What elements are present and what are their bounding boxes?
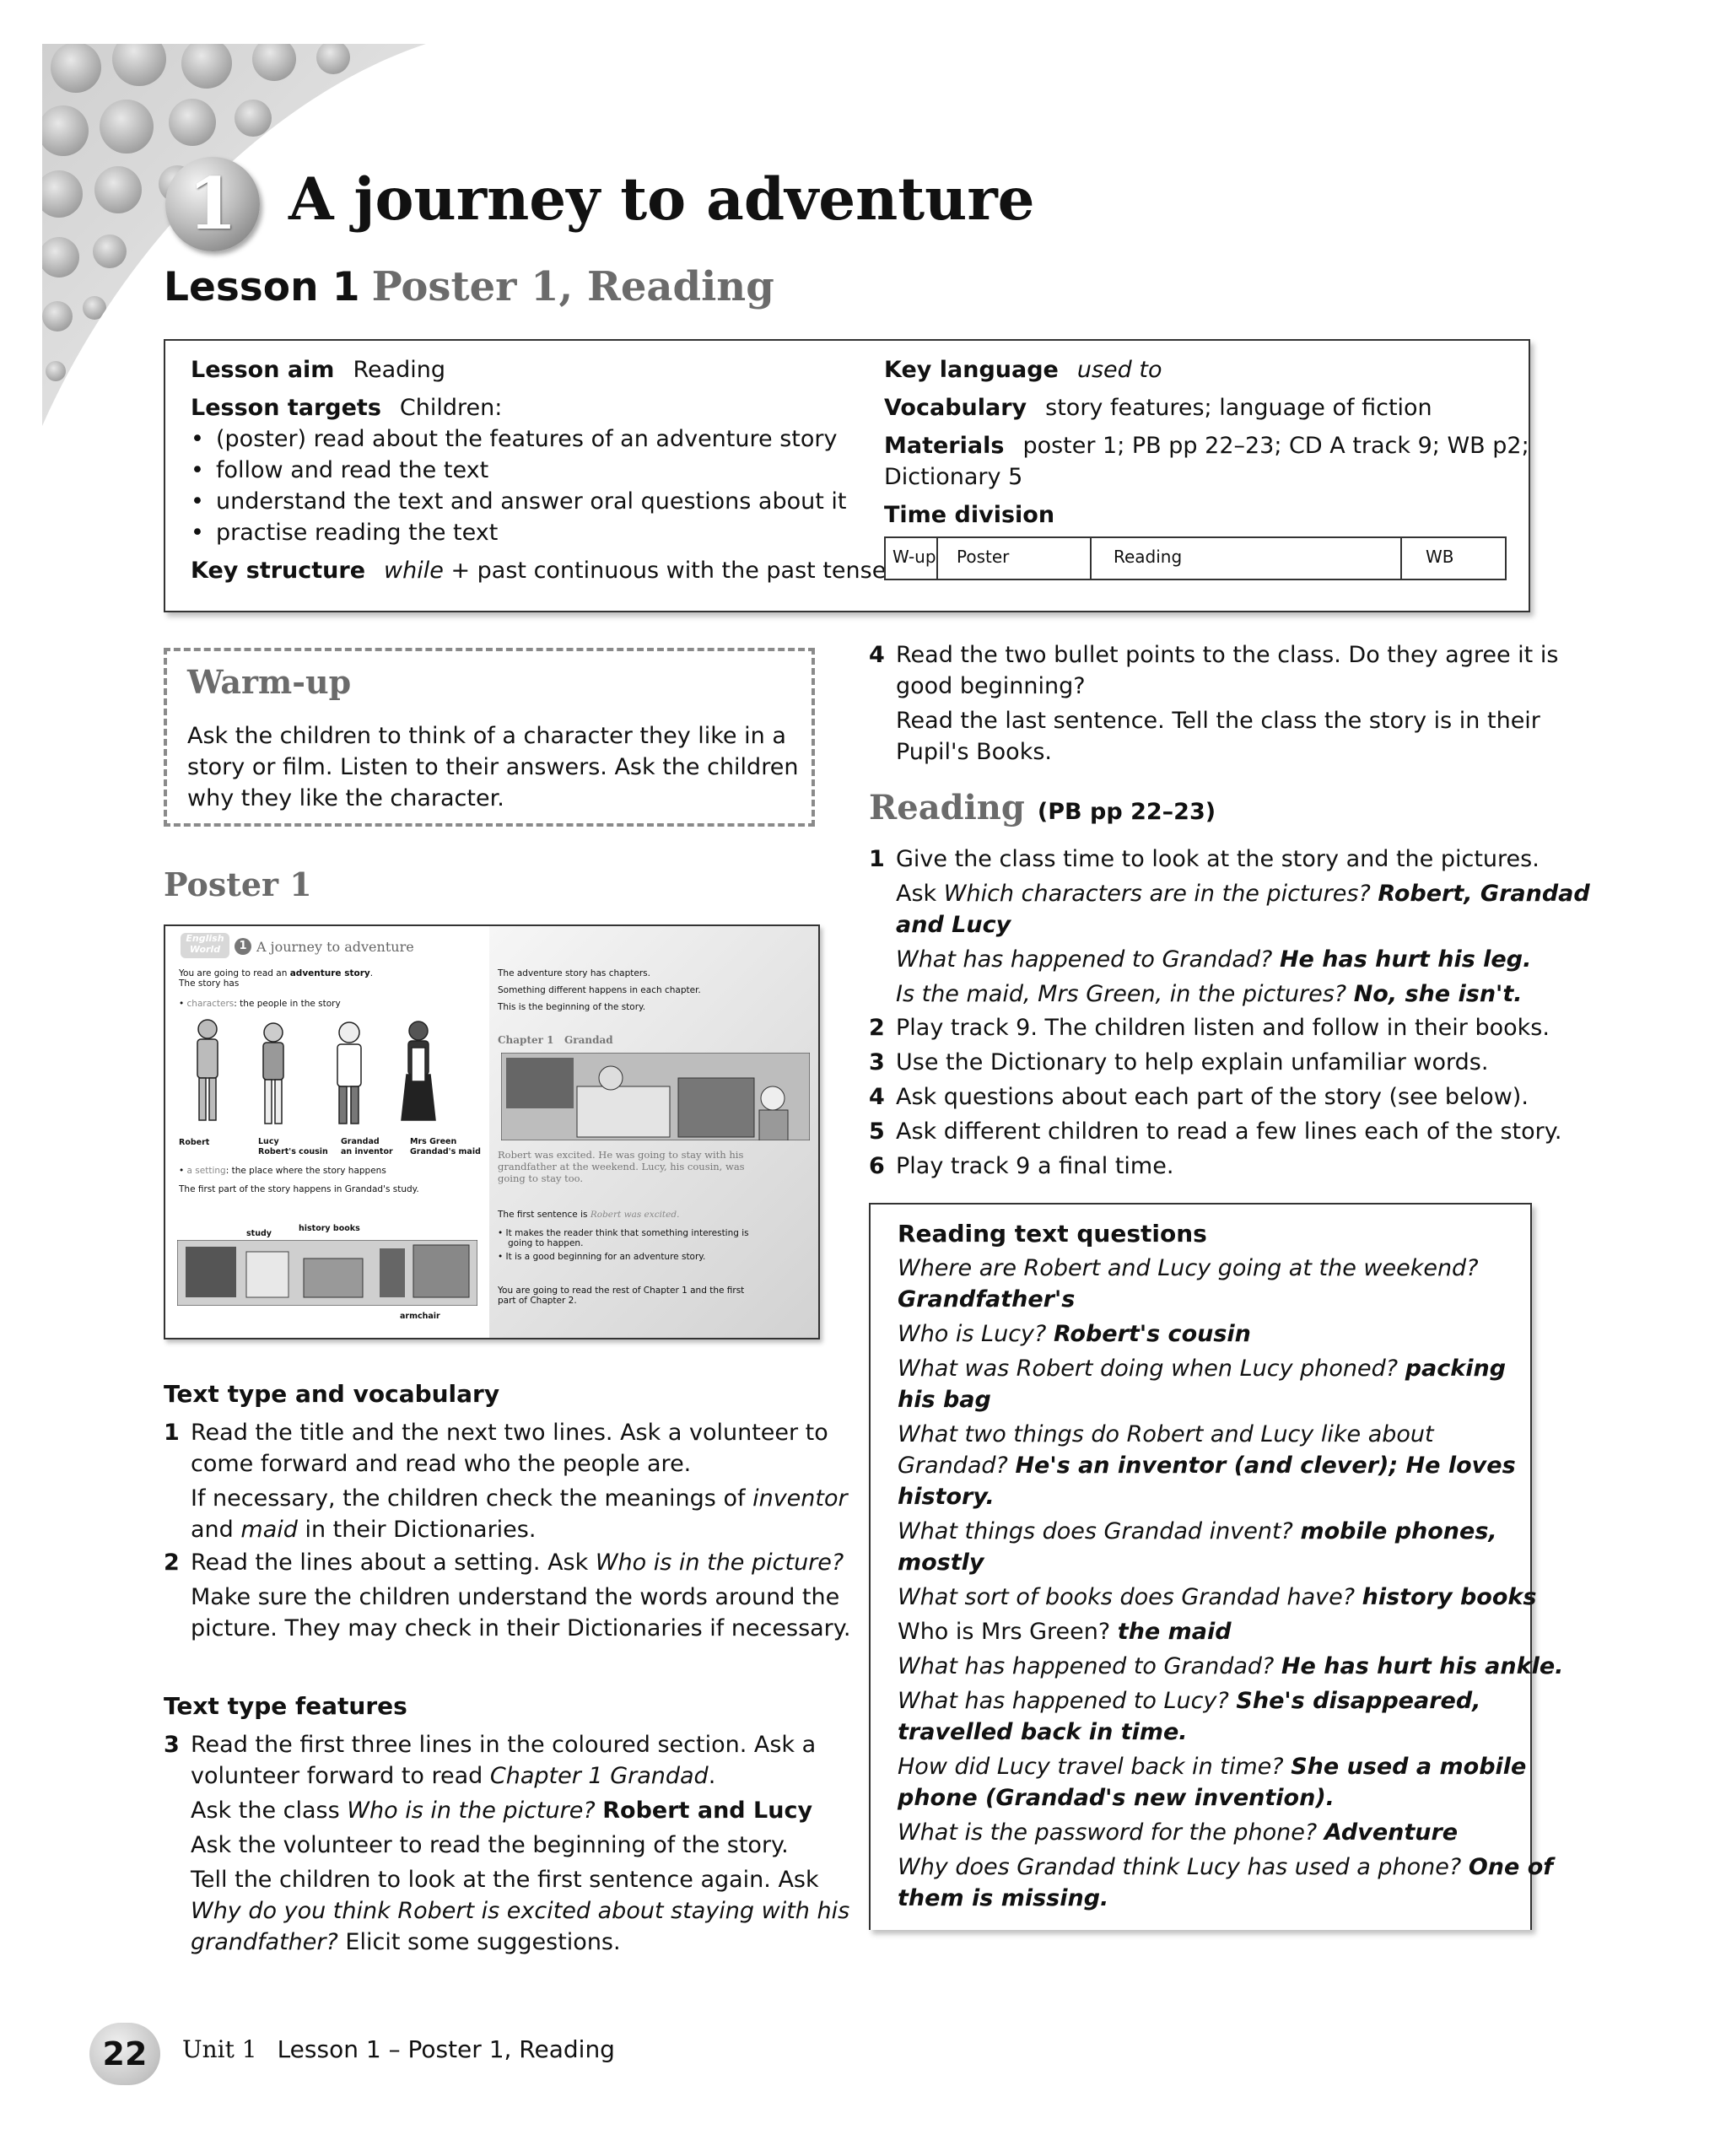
time-division-label: Time division [884,502,1055,528]
question-6: What sort of books does Grandad have? history books [898,1584,1537,1610]
poster-intro-2: The story has [179,978,240,989]
features-item-3: 3 Read the first three lines in the coloured section. Ask a volunteer forward to read Chapter 1 Grandad. Ask the class Who is in the picture? Robert and Lucy Ask the volunteer to read the beginning of the story. Tell the children to look at the first sentence again. Ask Why do you think Robert is excited about staying with his grandfather? Elicit some suggestions. [164,1732,850,1955]
poster-name-lucy: Lucy Robert's cousin [258,1137,328,1156]
poster-name-robert: Robert [179,1138,210,1147]
info-left-column [191,354,886,586]
question-1: Where are Robert and Lucy going at the weekend? Grandfather's [898,1255,1479,1312]
question-9: What has happened to Lucy? She's disappeared, travelled back in time. [898,1688,1481,1745]
reading-item-1: 1 Give the class time to look at the story and the pictures. Ask Which characters are in the pictures? Robert, Grandad and Lucy What has happened to Grandad? He has hurt his leg. Is the maid, Mrs Green, in the pictures? No, she isn't. [869,846,1590,1007]
poster-study-illustration [177,1240,477,1306]
poster-name-grandad: Grandad an inventor [341,1137,393,1156]
unit-number-badge: 1 [165,157,260,251]
poster-left-panel [165,926,489,1338]
info-right-column [884,354,1529,531]
vocab-item-1: 1 Read the title and the next two lines. Ask a volunteer to come forward and read who the people are. If necessary, the children check the meanings of inventor and maid in their Dictionaries. [164,1420,848,1543]
poster-story-text: Robert was excited. He was going to stay with his grandfather at the weekend. Lucy, his cousin, was going to stay too. [498,1149,745,1184]
key-structure-line: Key structure while + past continuous with the past tense [191,558,887,584]
target-item: • (poster) read about the features of an adventure story [191,423,886,455]
reading-item-5: 5 Ask different children to read a few lines each of the story. [869,1118,1562,1145]
poster-logo: English World [181,933,229,958]
reading-heading: Reading (PB pp 22–23) [869,788,1216,827]
poster-label-study: study [246,1229,272,1238]
time-cell-reading: Reading [1092,538,1402,579]
time-cell-warmup: W-up [886,538,938,579]
poster-chapter-illustration [501,1053,810,1140]
reading-questions [898,1220,1564,1914]
questions-heading: Reading text questions [898,1220,1207,1248]
reading-item-3: 3 Use the Dictionary to help explain unfamiliar words. [869,1049,1489,1075]
poster-intro: You are going to read an adventure story. [179,968,374,978]
poster-characters-illustration [174,1014,486,1140]
poster-closing: You are going to read the rest of Chapter 1 and the first part of Chapter 2. [498,1286,745,1306]
poster-unit-badge: 1 [235,938,251,955]
time-division-table [884,536,1507,580]
poster-chapters-intro: The adventure story has chapters. Something different happens in each chapter. This is the beginning of the story. [498,968,701,1012]
poster-chapter-heading: Chapter 1 Grandad [498,1034,613,1046]
lesson-number: Lesson 1 [164,264,360,310]
reading-item-2: 2 Play track 9. The children listen and follow in their books. [869,1015,1550,1041]
question-12: Why does Grandad think Lucy has used a phone? One of them is missing. [898,1854,1554,1911]
poster-setting-sentence: The first part of the story happens in Grandad's study. [179,1184,419,1194]
lesson-title: Poster 1, Reading [371,263,774,310]
key-language-line: Key language used to [884,357,1162,383]
poster-heading: Poster 1 [164,865,312,903]
poster-image [164,924,820,1339]
reading-item-4: 4 Ask questions about each part of the story (see below). [869,1084,1529,1110]
page-number: 22 [89,2023,160,2085]
time-cell-poster: Poster [938,538,1092,579]
text-type-features-heading: Text type features [164,1692,407,1720]
target-item: • follow and read the text [191,455,886,486]
footer-text: Unit 1 Lesson 1 – Poster 1, Reading [182,2035,615,2063]
lesson-targets-line: Lesson targets Children: [191,395,503,421]
question-4: What two things do Robert and Lucy like about Grandad? He's an inventor (and clever); He loves history. [898,1421,1516,1510]
poster-item-4: 4 Read the two bullet points to the class. Do they agree it is good beginning? Read the last sentence. Tell the class the story is in their Pupil's Books. [869,642,1559,765]
question-7: Who is Mrs Green? the maid [898,1619,1232,1645]
vocab-item-2: 2 Read the lines about a setting. Ask Who is in the picture? Make sure the children understand the words around the picture. They may check in their Dictionaries if necessary. [164,1550,851,1641]
question-11: What is the password for the phone? Adventure [898,1819,1459,1846]
materials-line: Materials poster 1; PB pp 22–23; CD A track 9; WB p2; [884,433,1529,459]
question-3: What was Robert doing when Lucy phoned? packing his bag [898,1356,1507,1413]
time-cell-wb: WB [1426,547,1454,567]
poster-characters-line: • characters: the people in the story [179,999,341,1009]
warmup-text: Ask the children to think of a character they like in a story or film. Listen to their answers. Ask the children why they like the character. [187,723,799,811]
poster-setting-line: • a setting: the place where the story happens [179,1166,386,1176]
question-2: Who is Lucy? Robert's cousin [898,1321,1251,1347]
materials-line-2: Dictionary 5 [884,464,1023,490]
target-item: • understand the text and answer oral questions about it [191,486,886,517]
lesson-heading [164,263,774,310]
poster-label-armchair: armchair [400,1312,440,1321]
poster-bullets: • It makes the reader think that something interesting is going to happen. • It is a good beginning for an adventure story. [498,1228,749,1262]
poster-right-panel [489,926,818,1338]
text-type-vocab-heading: Text type and vocabulary [164,1380,500,1408]
poster-title: A journey to adventure [256,939,414,955]
poster-first-sentence: The first sentence is Robert was excited. [498,1210,680,1220]
target-item: • practise reading the text [191,517,886,548]
vocabulary-line: Vocabulary story features; language of fiction [884,395,1432,421]
reading-item-6: 6 Play track 9 a final time. [869,1153,1174,1179]
warmup-heading: Warm-up [187,663,352,701]
lesson-aim-line: Lesson aim Reading [191,357,446,383]
question-10: How did Lucy travel back in time? She used a mobile phone (Grandad's new invention). [898,1754,1527,1811]
poster-label-history-books: history books [299,1224,360,1233]
question-5: What things does Grandad invent? mobile phones, mostly [898,1518,1497,1576]
question-8: What has happened to Grandad? He has hurt his ankle. [898,1653,1564,1679]
poster-name-mrs-green: Mrs Green Grandad's maid [410,1137,481,1156]
reading-items [869,1012,1562,1185]
unit-title: A journey to adventure [288,165,1035,234]
